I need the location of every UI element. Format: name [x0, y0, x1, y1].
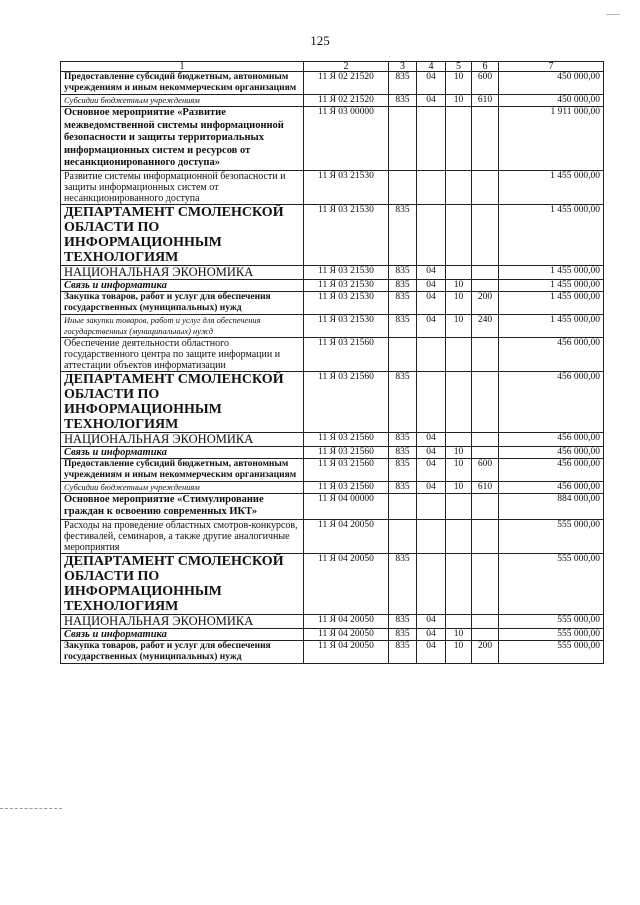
header-col-2: 2: [304, 62, 389, 72]
row-col-5: [446, 107, 472, 171]
row-col-4: [417, 493, 446, 519]
row-col-5: 10: [446, 314, 472, 337]
row-amount: 555 000,00: [499, 553, 604, 614]
table-row: [61, 72, 604, 95]
row-name: Субсидии бюджетным учреждениям: [61, 95, 304, 107]
row-col-5: [446, 265, 472, 279]
row-col-4: 04: [417, 95, 446, 107]
row-col-6: 610: [472, 95, 499, 107]
budget-table: [60, 61, 604, 664]
row-col-4: [417, 107, 446, 171]
row-amount: 1 455 000,00: [499, 291, 604, 314]
row-col-3: 835: [389, 72, 417, 95]
row-name: НАЦИОНАЛЬНАЯ ЭКОНОМИКА: [61, 432, 304, 446]
table-row: [61, 170, 604, 204]
header-col-4: 4: [417, 62, 446, 72]
row-code: 11 Я 03 21530: [304, 170, 389, 204]
row-amount: 555 000,00: [499, 614, 604, 628]
table-row: [61, 337, 604, 371]
table-row: [61, 553, 604, 614]
row-col-5: 10: [446, 458, 472, 481]
header-col-1: 1: [61, 62, 304, 72]
row-amount: 555 000,00: [499, 640, 604, 663]
row-col-4: 04: [417, 291, 446, 314]
row-name: Закупка товаров, работ и услуг для обеспечения государственных (муниципальных) нужд: [61, 640, 304, 663]
row-code: 11 Я 02 21520: [304, 95, 389, 107]
table-row: [61, 458, 604, 481]
table-row: [61, 519, 604, 553]
row-col-4: 04: [417, 279, 446, 291]
row-name: Связь и информатика: [61, 446, 304, 458]
table-row: [61, 628, 604, 640]
table-row: [61, 95, 604, 107]
header-col-6: 6: [472, 62, 499, 72]
row-amount: 456 000,00: [499, 446, 604, 458]
row-col-6: [472, 519, 499, 553]
row-amount: 450 000,00: [499, 72, 604, 95]
row-col-3: 835: [389, 614, 417, 628]
row-code: 11 Я 03 21560: [304, 371, 389, 432]
row-col-4: [417, 337, 446, 371]
row-code: 11 Я 04 00000: [304, 493, 389, 519]
table-row: [61, 291, 604, 314]
table-row: [61, 107, 604, 171]
row-col-3: [389, 493, 417, 519]
row-col-4: 04: [417, 640, 446, 663]
row-col-5: 10: [446, 72, 472, 95]
row-code: 11 Я 04 20050: [304, 640, 389, 663]
row-col-4: 04: [417, 314, 446, 337]
row-amount: 555 000,00: [499, 628, 604, 640]
row-col-3: 835: [389, 95, 417, 107]
row-name: Связь и информатика: [61, 279, 304, 291]
page-number: 125: [310, 33, 330, 48]
row-col-4: [417, 371, 446, 432]
row-col-6: [472, 371, 499, 432]
row-col-5: [446, 371, 472, 432]
row-amount: 450 000,00: [499, 95, 604, 107]
row-col-5: 10: [446, 446, 472, 458]
row-code: 11 Я 03 21530: [304, 291, 389, 314]
row-code: 11 Я 04 20050: [304, 519, 389, 553]
row-col-6: 200: [472, 291, 499, 314]
table-row: [61, 481, 604, 493]
row-col-6: 600: [472, 458, 499, 481]
row-col-3: 835: [389, 204, 417, 265]
row-code: 11 Я 03 00000: [304, 107, 389, 171]
row-amount: 456 000,00: [499, 371, 604, 432]
table-row: [61, 432, 604, 446]
row-code: 11 Я 04 20050: [304, 628, 389, 640]
table-row: [61, 279, 604, 291]
row-code: 11 Я 03 21560: [304, 446, 389, 458]
row-amount: 1 455 000,00: [499, 170, 604, 204]
row-code: 11 Я 03 21560: [304, 337, 389, 371]
row-name: Основное мероприятие «Развитие межведомственной системы информационной безопасности и защиты территориальных информационных систем и ресурсов от несанкционированного доступа»: [61, 107, 304, 171]
table-row: [61, 371, 604, 432]
header-col-7: 7: [499, 62, 604, 72]
row-col-3: 835: [389, 628, 417, 640]
row-col-6: 600: [472, 72, 499, 95]
row-col-6: 240: [472, 314, 499, 337]
row-amount: 884 000,00: [499, 493, 604, 519]
row-col-5: 10: [446, 481, 472, 493]
row-code: 11 Я 03 21530: [304, 204, 389, 265]
row-col-4: [417, 553, 446, 614]
row-col-6: [472, 628, 499, 640]
row-name: ДЕПАРТАМЕНТ СМОЛЕНСКОЙ ОБЛАСТИ ПО ИНФОРМАЦИОННЫМ ТЕХНОЛОГИЯМ: [61, 204, 304, 265]
row-col-6: [472, 204, 499, 265]
row-name: ДЕПАРТАМЕНТ СМОЛЕНСКОЙ ОБЛАСТИ ПО ИНФОРМАЦИОННЫМ ТЕХНОЛОГИЯМ: [61, 371, 304, 432]
row-name: Закупка товаров, работ и услуг для обеспечения государственных (муниципальных) нужд: [61, 291, 304, 314]
row-col-6: [472, 446, 499, 458]
row-code: 11 Я 04 20050: [304, 553, 389, 614]
row-col-6: [472, 279, 499, 291]
row-col-3: 835: [389, 446, 417, 458]
table-header-row: [61, 62, 604, 72]
row-amount: 1 455 000,00: [499, 314, 604, 337]
row-code: 11 Я 02 21520: [304, 72, 389, 95]
row-name: Обеспечение деятельности областного государственного центра по защите информации и аттестации объектов информатизации: [61, 337, 304, 371]
row-code: 11 Я 03 21530: [304, 314, 389, 337]
row-col-5: 10: [446, 279, 472, 291]
row-col-4: 04: [417, 614, 446, 628]
row-name: Предоставление субсидий бюджетным, автономным учреждениям и иным некоммерческим организациям: [61, 458, 304, 481]
row-name: Иные закупки товаров, работ и услуг для обеспечения государственных (муниципальных) нужд: [61, 314, 304, 337]
header-col-5: 5: [446, 62, 472, 72]
row-col-3: 835: [389, 291, 417, 314]
row-col-3: [389, 170, 417, 204]
row-name: НАЦИОНАЛЬНАЯ ЭКОНОМИКА: [61, 265, 304, 279]
row-col-6: [472, 432, 499, 446]
row-col-3: 835: [389, 640, 417, 663]
row-code: 11 Я 03 21530: [304, 279, 389, 291]
row-code: 11 Я 03 21560: [304, 481, 389, 493]
row-name: Связь и информатика: [61, 628, 304, 640]
row-amount: 1 455 000,00: [499, 279, 604, 291]
row-name: Основное мероприятие «Стимулирование граждан к освоению современных ИКТ»: [61, 493, 304, 519]
row-col-6: [472, 337, 499, 371]
row-name: Развитие системы информационной безопасности и защиты информационных систем от несанкционированного доступа: [61, 170, 304, 204]
row-col-6: [472, 614, 499, 628]
row-col-4: 04: [417, 432, 446, 446]
scan-mark: [606, 14, 620, 15]
row-amount: 1 455 000,00: [499, 204, 604, 265]
row-col-4: 04: [417, 481, 446, 493]
row-col-3: 835: [389, 265, 417, 279]
row-col-6: 200: [472, 640, 499, 663]
row-col-3: 835: [389, 553, 417, 614]
table-row: [61, 204, 604, 265]
row-col-3: 835: [389, 371, 417, 432]
row-col-6: 610: [472, 481, 499, 493]
row-col-6: [472, 265, 499, 279]
row-col-5: [446, 170, 472, 204]
row-col-6: [472, 170, 499, 204]
row-amount: 456 000,00: [499, 432, 604, 446]
row-col-4: 04: [417, 265, 446, 279]
row-col-4: 04: [417, 72, 446, 95]
row-col-5: 10: [446, 95, 472, 107]
row-col-3: 835: [389, 432, 417, 446]
row-name: Расходы на проведение областных смотров-конкурсов, фестивалей, семинаров, а также другие аналогичные мероприятия: [61, 519, 304, 553]
row-col-5: [446, 204, 472, 265]
row-col-3: 835: [389, 279, 417, 291]
row-amount: 456 000,00: [499, 337, 604, 371]
row-col-3: 835: [389, 314, 417, 337]
row-col-3: [389, 107, 417, 171]
row-col-6: [472, 493, 499, 519]
row-amount: 456 000,00: [499, 481, 604, 493]
row-col-6: [472, 107, 499, 171]
row-col-4: 04: [417, 446, 446, 458]
row-code: 11 Я 03 21560: [304, 458, 389, 481]
row-col-4: [417, 170, 446, 204]
row-col-3: [389, 337, 417, 371]
row-col-5: [446, 614, 472, 628]
row-name: Предоставление субсидий бюджетным, автономным учреждениям и иным некоммерческим организациям: [61, 72, 304, 95]
row-col-4: [417, 204, 446, 265]
row-col-3: 835: [389, 481, 417, 493]
row-name: НАЦИОНАЛЬНАЯ ЭКОНОМИКА: [61, 614, 304, 628]
row-col-5: 10: [446, 640, 472, 663]
row-name: Субсидии бюджетным учреждениям: [61, 481, 304, 493]
row-name: ДЕПАРТАМЕНТ СМОЛЕНСКОЙ ОБЛАСТИ ПО ИНФОРМАЦИОННЫМ ТЕХНОЛОГИЯМ: [61, 553, 304, 614]
row-col-5: 10: [446, 628, 472, 640]
header-col-3: 3: [389, 62, 417, 72]
table-row: [61, 640, 604, 663]
row-amount: 456 000,00: [499, 458, 604, 481]
row-col-5: [446, 519, 472, 553]
row-code: 11 Я 03 21560: [304, 432, 389, 446]
margin-line: [0, 808, 62, 809]
row-col-5: 10: [446, 291, 472, 314]
row-col-5: [446, 432, 472, 446]
row-amount: 555 000,00: [499, 519, 604, 553]
row-col-5: [446, 493, 472, 519]
row-col-5: [446, 337, 472, 371]
table-row: [61, 446, 604, 458]
row-col-4: [417, 519, 446, 553]
row-col-4: 04: [417, 628, 446, 640]
row-code: 11 Я 04 20050: [304, 614, 389, 628]
table-row: [61, 314, 604, 337]
table-row: [61, 614, 604, 628]
row-col-3: [389, 519, 417, 553]
table-row: [61, 265, 604, 279]
row-col-4: 04: [417, 458, 446, 481]
row-col-5: [446, 553, 472, 614]
row-amount: 1 455 000,00: [499, 265, 604, 279]
row-code: 11 Я 03 21530: [304, 265, 389, 279]
row-amount: 1 911 000,00: [499, 107, 604, 171]
table-row: [61, 493, 604, 519]
row-col-3: 835: [389, 458, 417, 481]
row-col-6: [472, 553, 499, 614]
